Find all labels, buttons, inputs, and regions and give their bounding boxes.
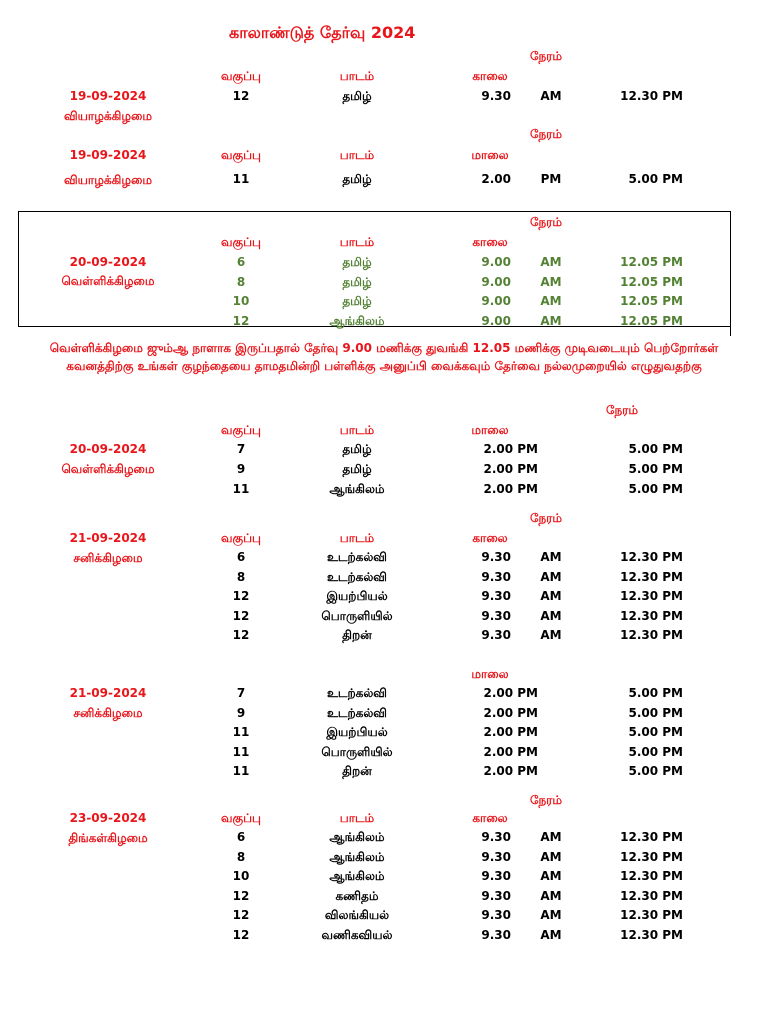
subject-header: பாடம் [339, 235, 375, 249]
row-class: 11 [232, 172, 250, 186]
row-start-ampm: AM [540, 628, 562, 642]
row-subject: தமிழ் [342, 89, 372, 103]
row-start-time: 2.00 PM [483, 725, 538, 739]
session-label: காலை [472, 235, 508, 249]
row-subject: ஆங்கிலம் [329, 849, 385, 864]
row-end-time: 12.30 PM [620, 888, 683, 903]
class-header: வகுப்பு [221, 148, 261, 162]
exam-day: வெள்ளிக்கிழமை [61, 274, 155, 288]
row-end-time: 5.00 PM [628, 764, 683, 778]
row-start-time: 9.30 [481, 888, 511, 903]
session-label: மாலை [471, 423, 509, 437]
exam-date: 23-09-2024 [69, 811, 147, 825]
row-start-ampm: AM [540, 274, 562, 289]
row-start-ampm: AM [540, 89, 562, 103]
row-subject: திறன் [342, 628, 372, 642]
row-class: 8 [236, 274, 246, 289]
row-start-ampm: AM [540, 928, 562, 942]
row-end-time: 12.05 PM [620, 274, 683, 289]
exam-day: சனிக்கிழமை [73, 551, 143, 565]
row-class: 12 [232, 313, 250, 328]
friday-notice: வெள்ளிக்கிழமை ஜும்ஆ நாளாக இருப்பதால் தேர்வு 9.00 மணிக்கு துவங்கி 12.05 மணிக்கு முடிவடையும் பெற்றோர்கள் கவனத்திற்கு உங்கள் குழந்தையை தாமதமின்றி பள்ளிக்கு அனுப்பி வைக்கவும் தேர்வை நல்லமுறையில் எழுதுவதற்கு [49, 341, 719, 373]
time-label: நேரம் [529, 127, 563, 141]
row-subject: உடற்கல்வி [327, 686, 387, 700]
time-label: நேரம் [529, 49, 563, 63]
row-start-time: 9.00 [481, 274, 511, 289]
row-subject: ஆங்கிலம் [329, 869, 385, 884]
row-class: 10 [232, 294, 250, 308]
row-start-ampm: AM [540, 550, 562, 564]
row-start-time: 2.00 PM [483, 764, 538, 778]
exam-date: 21-09-2024 [69, 531, 147, 545]
row-class: 12 [232, 589, 250, 603]
subject-header: பாடம் [339, 423, 375, 437]
row-start-ampm: AM [540, 888, 562, 903]
session-label: காலை [472, 531, 508, 545]
row-class: 11 [232, 744, 250, 759]
time-label: நேரம் [529, 215, 563, 229]
row-end-time: 12.30 PM [620, 608, 683, 623]
exam-day: வெள்ளிக்கிழமை [61, 462, 155, 476]
exam-date: 19-09-2024 [69, 148, 147, 162]
row-subject: தமிழ் [342, 442, 372, 456]
row-start-time: 9.00 [481, 313, 511, 328]
subject-header: பாடம் [339, 69, 375, 83]
row-class: 12 [232, 928, 250, 942]
row-class: 12 [232, 89, 250, 103]
row-start-time: 9.30 [481, 908, 511, 923]
row-class: 10 [232, 869, 250, 884]
row-subject: திறன் [342, 764, 372, 778]
row-start-time: 9.30 [481, 589, 511, 603]
row-subject: தமிழ் [342, 462, 372, 476]
row-class: 11 [232, 725, 250, 739]
class-header: வகுப்பு [221, 531, 261, 545]
row-subject: பொருளியில் [321, 744, 393, 759]
row-subject: தமிழ் [342, 172, 372, 186]
row-end-time: 12.30 PM [620, 628, 683, 642]
row-start-time: 2.00 PM [483, 744, 538, 759]
row-end-time: 5.00 PM [628, 705, 683, 720]
exam-day: வியாழக்கிழமை [63, 173, 153, 187]
row-end-time: 12.30 PM [620, 908, 683, 923]
row-subject: உடற்கல்வி [327, 569, 387, 584]
row-subject: ஆங்கிலம் [329, 830, 385, 844]
row-class: 8 [236, 849, 246, 864]
session-label: மாலை [471, 148, 509, 162]
row-class: 11 [232, 764, 250, 778]
row-end-time: 5.00 PM [628, 172, 683, 186]
time-label: நேரம் [529, 511, 563, 525]
row-end-time: 12.30 PM [620, 550, 683, 564]
row-end-time: 12.30 PM [620, 869, 683, 884]
box-divider-tick [730, 326, 731, 336]
row-start-time: 9.30 [481, 608, 511, 623]
subject-header: பாடம் [339, 531, 375, 545]
row-start-ampm: AM [540, 313, 562, 328]
row-start-time: 9.30 [481, 849, 511, 864]
exam-day: திங்கள்கிழமை [68, 831, 148, 845]
row-subject: தமிழ் [342, 255, 372, 269]
row-end-time: 12.30 PM [620, 849, 683, 864]
row-start-time: 9.00 [481, 255, 511, 269]
row-end-time: 5.00 PM [628, 725, 683, 739]
row-subject: கணிதம் [335, 888, 379, 903]
row-class: 12 [232, 908, 250, 923]
class-header: வகுப்பு [221, 811, 261, 825]
row-start-ampm: AM [540, 608, 562, 623]
row-end-time: 12.30 PM [620, 830, 683, 844]
row-end-time: 5.00 PM [628, 482, 683, 496]
row-class: 7 [236, 442, 246, 456]
row-end-time: 5.00 PM [628, 442, 683, 456]
row-start-time: 9.30 [481, 550, 511, 564]
row-start-time: 9.30 [481, 830, 511, 844]
row-start-ampm: AM [540, 869, 562, 884]
row-start-time: 9.30 [481, 628, 511, 642]
row-start-ampm: AM [540, 849, 562, 864]
row-subject: விலங்கியல் [324, 908, 390, 923]
exam-day: வியாழக்கிழமை [63, 109, 153, 123]
row-start-time: 9.30 [481, 569, 511, 584]
row-subject: இயற்பியல் [326, 725, 388, 739]
row-subject: ஆங்கிலம் [329, 313, 385, 328]
row-start-time: 2.00 PM [483, 686, 538, 700]
page-title: காலாண்டுத் தேர்வு 2024 [229, 23, 416, 42]
row-class: 12 [232, 608, 250, 623]
row-subject: ஆங்கிலம் [329, 482, 385, 496]
row-end-time: 12.05 PM [620, 294, 683, 308]
exam-day: சனிக்கிழமை [73, 706, 143, 720]
row-end-time: 5.00 PM [628, 686, 683, 700]
row-start-time: 9.30 [481, 89, 511, 103]
row-end-time: 12.30 PM [620, 89, 683, 103]
row-subject: உடற்கல்வி [327, 550, 387, 564]
row-end-time: 12.05 PM [620, 313, 683, 328]
row-start-time: 2.00 PM [483, 705, 538, 720]
class-header: வகுப்பு [221, 69, 261, 83]
exam-date: 21-09-2024 [69, 686, 147, 700]
row-start-time: 2.00 [481, 172, 511, 186]
row-class: 8 [236, 569, 246, 584]
row-subject: வணிகவியல் [321, 928, 393, 942]
row-start-time: 9.30 [481, 869, 511, 884]
row-end-time: 12.30 PM [620, 928, 683, 942]
row-end-time: 5.00 PM [628, 462, 683, 476]
row-subject: தமிழ் [342, 294, 372, 308]
row-class: 12 [232, 888, 250, 903]
row-class: 9 [236, 462, 246, 476]
row-subject: இயற்பியல் [326, 589, 388, 603]
row-start-ampm: AM [540, 589, 562, 603]
row-start-ampm: AM [540, 569, 562, 584]
session-label: காலை [472, 69, 508, 83]
row-start-ampm: PM [540, 172, 562, 186]
row-end-time: 12.30 PM [620, 569, 683, 584]
row-subject: பொருளியில் [321, 608, 393, 623]
row-end-time: 12.30 PM [620, 589, 683, 603]
row-class: 9 [236, 705, 246, 720]
row-class: 6 [236, 830, 246, 844]
time-label: நேரம் [605, 403, 639, 417]
row-end-time: 5.00 PM [628, 744, 683, 759]
class-header: வகுப்பு [221, 423, 261, 437]
row-class: 6 [236, 255, 246, 269]
row-end-time: 12.05 PM [620, 255, 683, 269]
row-start-ampm: AM [540, 294, 562, 308]
row-class: 12 [232, 628, 250, 642]
session-label: மாலை [471, 667, 509, 681]
row-subject: தமிழ் [342, 274, 372, 289]
row-class: 7 [236, 686, 246, 700]
time-label: நேரம் [529, 793, 563, 807]
row-class: 11 [232, 482, 250, 496]
row-start-time: 2.00 PM [483, 462, 538, 476]
row-start-ampm: AM [540, 908, 562, 923]
exam-date: 20-09-2024 [69, 255, 147, 269]
class-header: வகுப்பு [221, 235, 261, 249]
session-label: காலை [472, 811, 508, 825]
row-start-ampm: AM [540, 830, 562, 844]
row-subject: உடற்கல்வி [327, 705, 387, 720]
row-start-time: 9.00 [481, 294, 511, 308]
subject-header: பாடம் [339, 811, 375, 825]
row-class: 6 [236, 550, 246, 564]
subject-header: பாடம் [339, 148, 375, 162]
row-start-time: 9.30 [481, 928, 511, 942]
row-start-ampm: AM [540, 255, 562, 269]
row-start-time: 2.00 PM [483, 482, 538, 496]
exam-date: 20-09-2024 [69, 442, 147, 456]
exam-date: 19-09-2024 [69, 89, 147, 103]
row-start-time: 2.00 PM [483, 442, 538, 456]
